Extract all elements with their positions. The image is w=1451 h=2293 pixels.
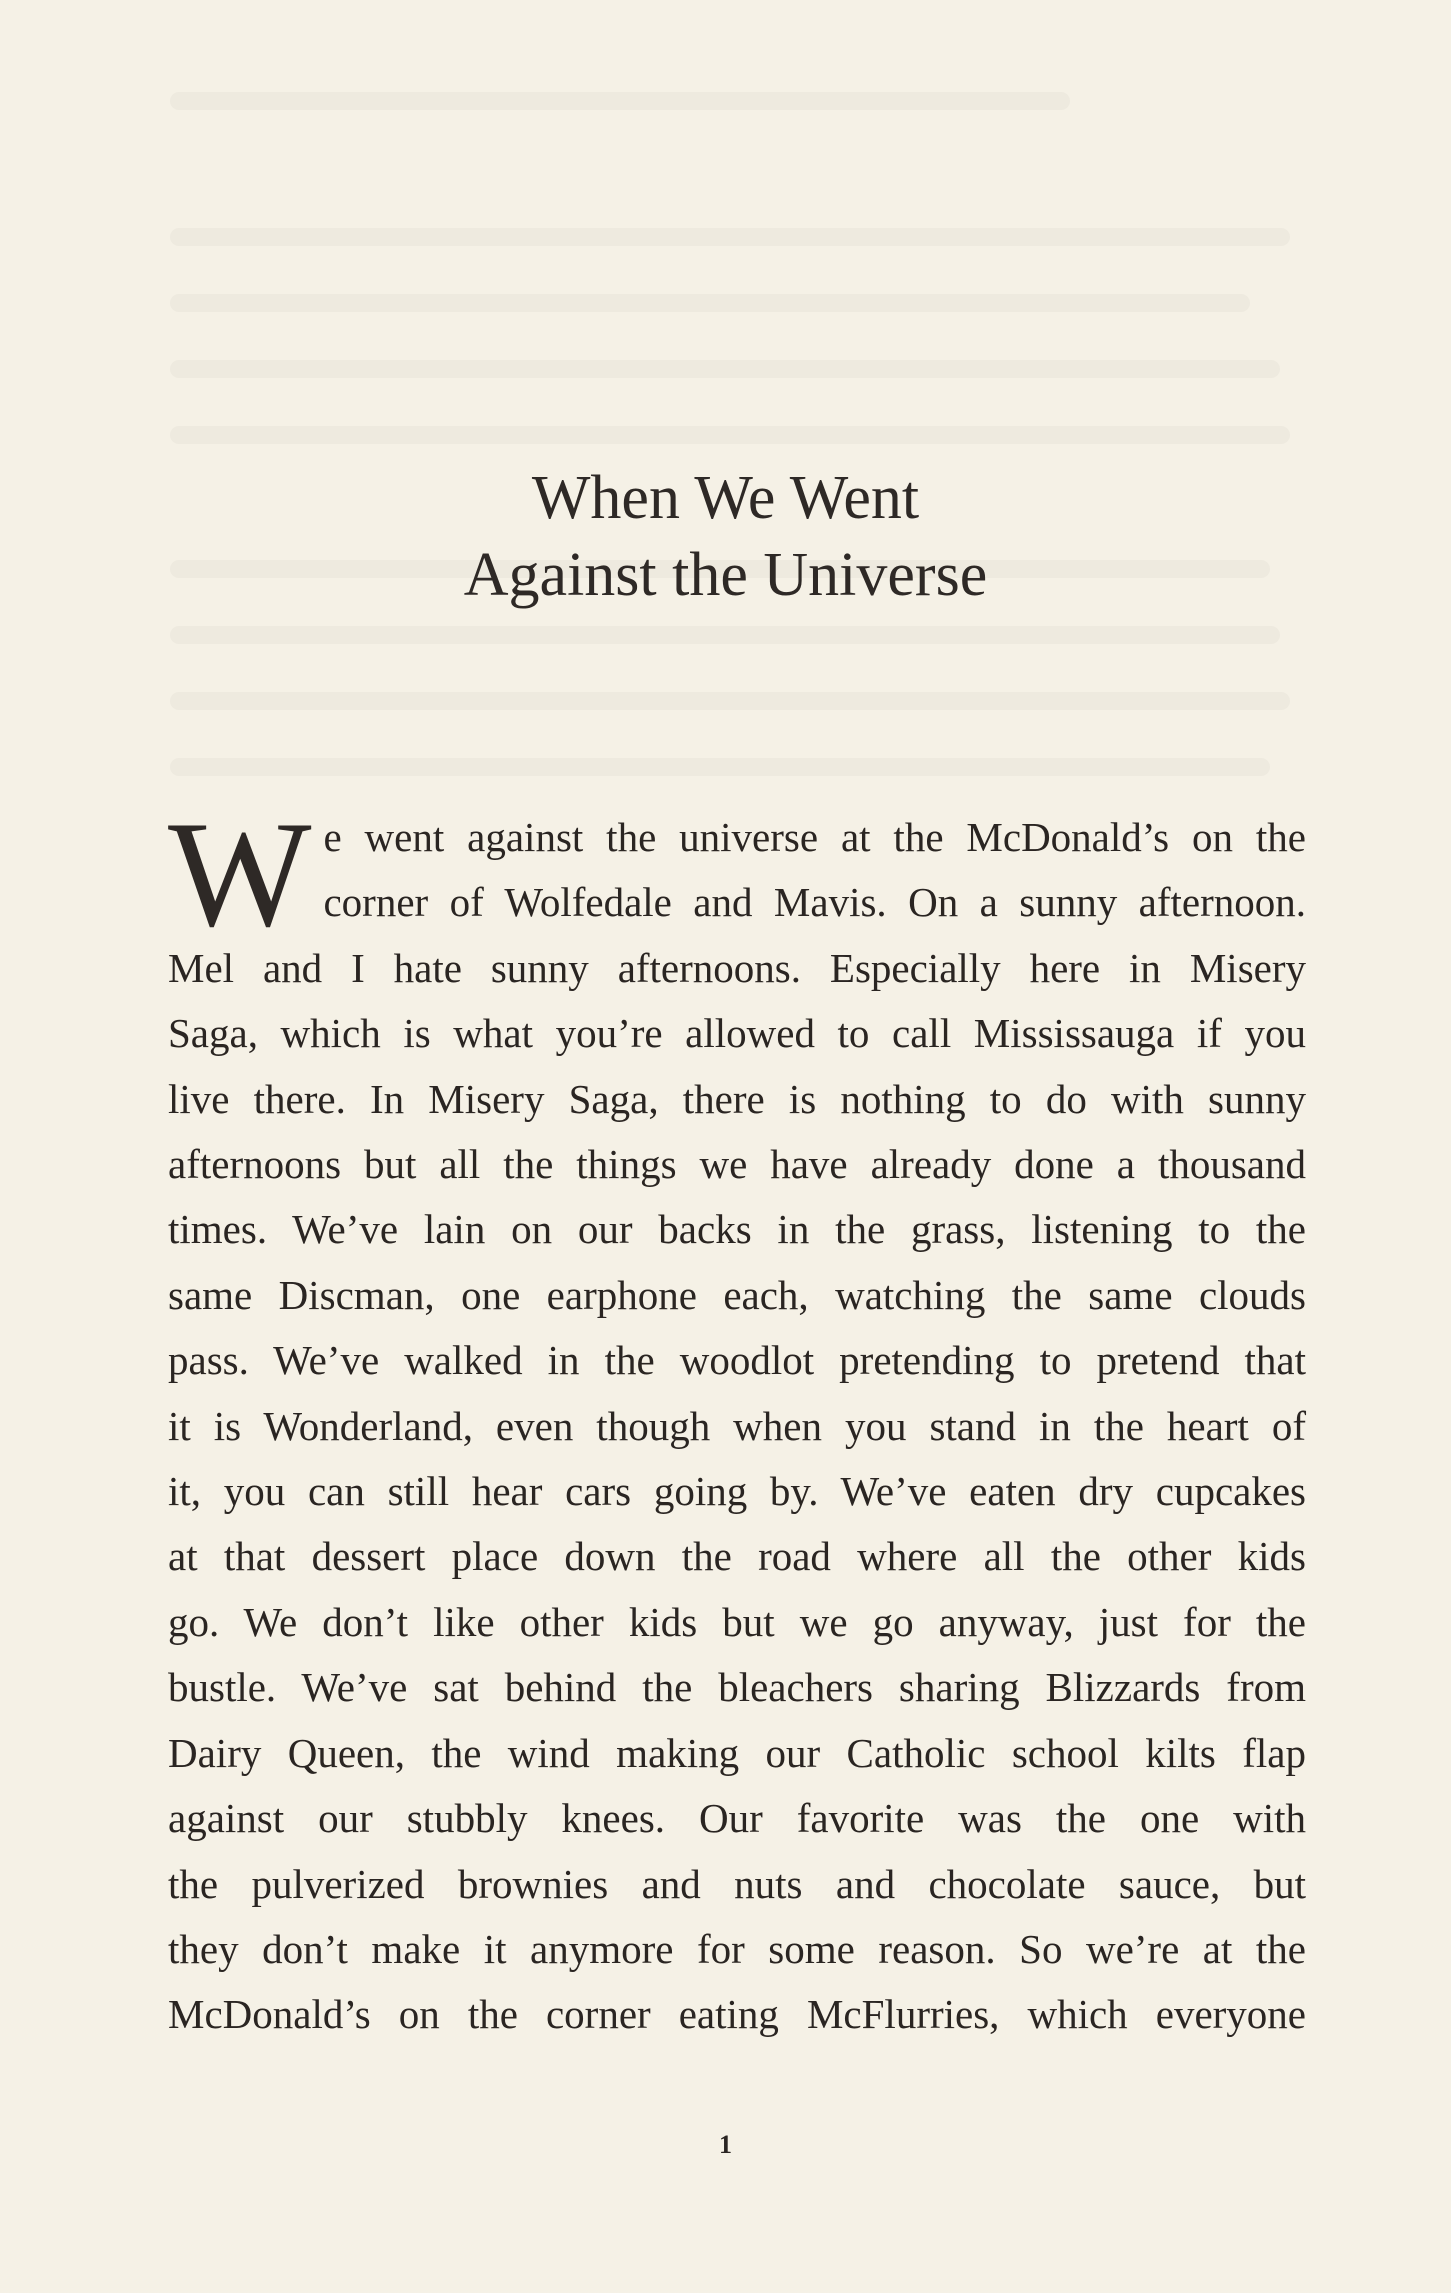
chapter-title-line-2: Against the Universe xyxy=(463,541,988,609)
body-line: against our stubbly knees. Our favorite was the one with xyxy=(168,1795,1306,1842)
body-line: corner of Wolfedale and Mavis. On a sunny afternoon. xyxy=(323,879,1306,926)
body-line: McDonald’s on the corner eating McFlurries, which everyone xyxy=(168,1991,1306,2038)
bleed-through-line xyxy=(170,92,1070,110)
body-line: times. We’ve lain on our backs in the grass, listening to the xyxy=(168,1206,1306,1253)
chapter-title-line-1: When We Went xyxy=(531,464,920,532)
body-line: bustle. We’ve sat behind the bleachers sharing Blizzards from xyxy=(168,1664,1306,1711)
opening-paragraph-start xyxy=(168,805,1306,936)
bleed-through-line xyxy=(170,294,1250,312)
bleed-through-line xyxy=(170,228,1290,246)
chapter-body xyxy=(168,805,1306,2048)
body-line: the pulverized brownies and nuts and chocolate sauce, but xyxy=(168,1860,1306,1907)
bleed-through-line xyxy=(170,426,1290,444)
chapter-title xyxy=(0,460,1451,614)
bleed-through-line xyxy=(170,692,1290,710)
body-line: Dairy Queen, the wind making our Catholic school kilts flap xyxy=(168,1729,1306,1776)
body-line: it, you can still hear cars going by. We’ve eaten dry cupcakes xyxy=(168,1468,1306,1515)
body-line: pass. We’ve walked in the woodlot pretending to pretend that xyxy=(168,1337,1306,1384)
bleed-through-line xyxy=(170,626,1280,644)
bleed-through-line xyxy=(170,360,1280,378)
body-line: they don’t make it anymore for some reason. So we’re at the xyxy=(168,1925,1306,1972)
page-number: 1 xyxy=(719,2130,732,2159)
bleed-through-line xyxy=(170,758,1270,776)
body-line: at that dessert place down the road where all the other kids xyxy=(168,1533,1306,1580)
body-line: Saga, which is what you’re allowed to call Mississauga if you xyxy=(168,1010,1306,1057)
body-line: afternoons but all the things we have already done a thousand xyxy=(168,1141,1306,1188)
body-line: same Discman, one earphone each, watching the same clouds xyxy=(168,1271,1306,1318)
body-line: Mel and I hate sunny afternoons. Especially here in Misery xyxy=(168,944,1306,991)
body-line: e went against the universe at the McDonald’s on the xyxy=(323,814,1306,860)
body-line: go. We don’t like other kids but we go anyway, just for the xyxy=(168,1598,1306,1645)
body-line: live there. In Misery Saga, there is nothing to do with sunny xyxy=(168,1075,1306,1122)
body-line: it is Wonderland, even though when you stand in the heart of xyxy=(168,1402,1306,1449)
drop-cap: W xyxy=(168,805,312,936)
